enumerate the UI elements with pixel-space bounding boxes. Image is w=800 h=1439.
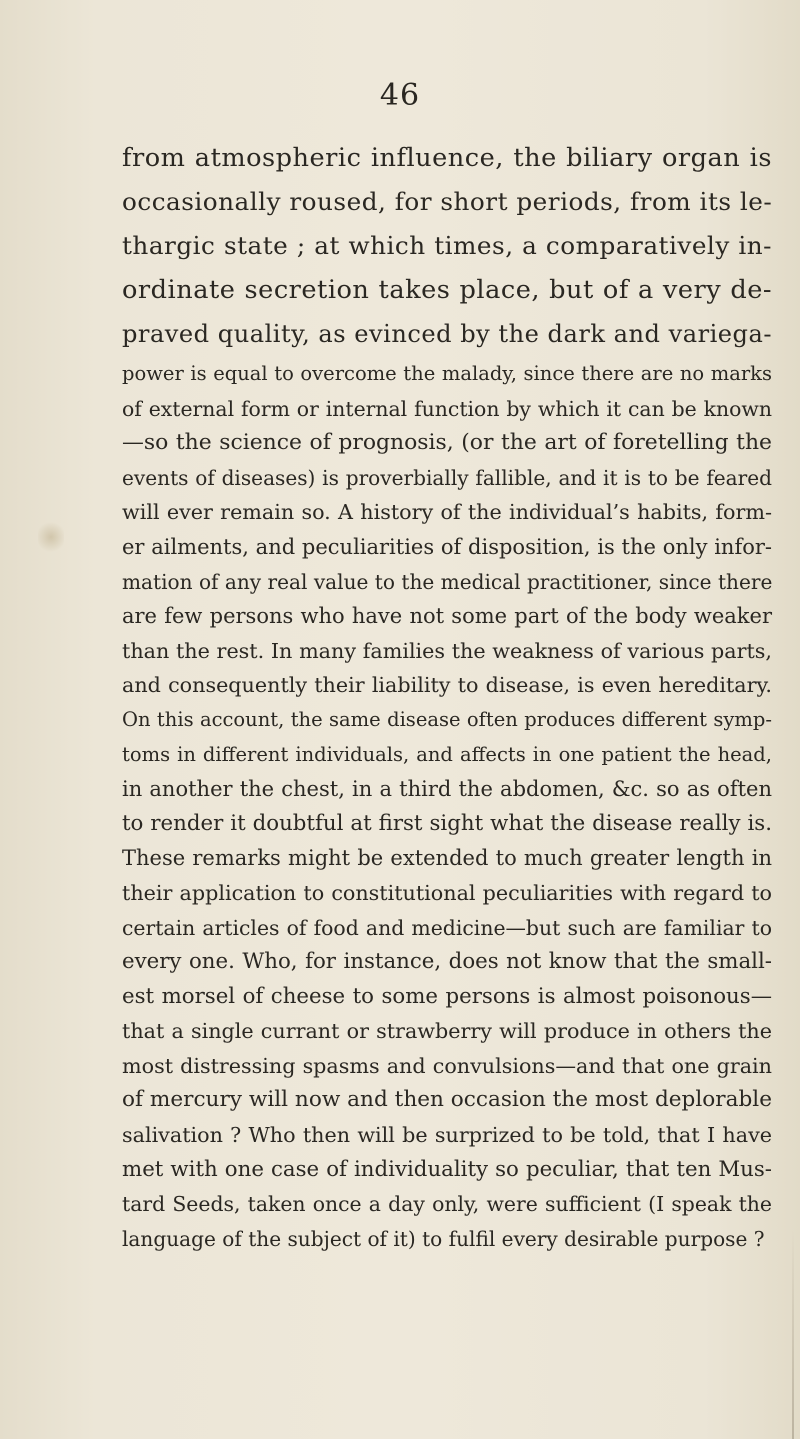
page-edge-shadow (792, 1230, 794, 1439)
text-line: These remarks might be extended to much greater length in (122, 846, 772, 871)
text-line: from atmospheric influence, the biliary organ is (122, 143, 772, 173)
text-line: power is equal to overcome the malady, since there are no marks (122, 362, 772, 385)
text-line: est morsel of cheese to some persons is almost poisonous— (122, 983, 772, 1009)
text-line: most distressing spasms and convulsions—and that one grain (122, 1053, 772, 1078)
page-number: 46 (379, 78, 421, 113)
text-line: of external form or internal function by which it can be known (122, 396, 772, 421)
text-line: certain articles of food and medicine—but such are familiar to (122, 915, 772, 940)
text-line: thargic state ; at which times, a comparatively in- (122, 231, 772, 260)
text-line: that a single currant or strawberry will produce in others the (122, 1019, 772, 1044)
text-line: events of diseases) is proverbially fallible, and it is to be feared (122, 465, 772, 490)
text-line: are few persons who have not some part of the body weaker (122, 604, 772, 629)
text-line: occasionally roused, for short periods, from its le- (122, 187, 773, 216)
text-line: On this account, the same disease often produces different symp- (122, 707, 772, 731)
main-paragraph (122, 357, 772, 1256)
text-line: —so the science of prognosis, (or the art of foretelling the (122, 430, 772, 456)
text-line: in another the chest, in a third the abdomen, &c. so as often (122, 777, 772, 802)
paper-stain (38, 520, 64, 554)
text-line: praved quality, as evinced by the dark and variega- (122, 320, 772, 348)
text-line: and consequently their liability to disease, is even hereditary. (122, 673, 772, 698)
text-line: of mercury will now and then occasion the most deplorable (122, 1087, 772, 1113)
text-line: to render it doubtful at first sight what the disease really is. (122, 810, 772, 836)
text-line: language of the subject of it) to fulfil every desirable purpose ? (122, 1226, 765, 1251)
text-line: salivation ? Who then will be surprized to be told, that I have (122, 1123, 772, 1148)
text-line: mation of any real value to the medical practitioner, since there (122, 569, 773, 594)
text-line: ordinate secretion takes place, but of a very de- (122, 275, 772, 305)
text-line: every one. Who, for instance, does not know that the small- (122, 949, 772, 975)
text-line: will ever remain so. A history of the individual’s habits, form- (122, 500, 772, 525)
text-line: their application to constitutional peculiarities with regard to (122, 880, 772, 905)
upper-text-fragment (122, 136, 772, 356)
text-line: tard Seeds, taken once a day only, were sufficient (I speak the (122, 1192, 772, 1217)
text-line: than the rest. In many families the weakness of various parts, (122, 638, 772, 663)
text-line: toms in different individuals, and affects in one patient the head, (122, 742, 772, 766)
text-line: er ailments, and peculiarities of disposition, is the only infor- (122, 534, 772, 559)
text-line: met with one case of individuality so peculiar, that ten Mus- (122, 1156, 772, 1182)
